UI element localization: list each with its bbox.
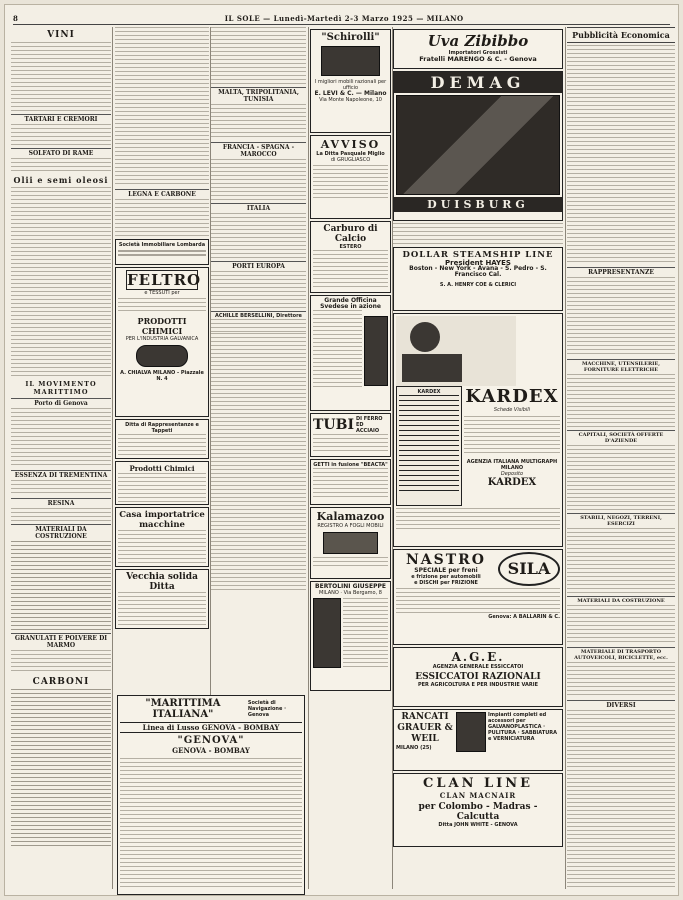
ad-prodotti-chimici-2 [115,461,209,505]
ad-avviso-place: di GRUGLIASCO [330,157,371,163]
text-block [11,158,111,172]
text-block [211,213,306,259]
ad-demag-city: DUISBURG [394,197,562,212]
text-block [11,408,111,468]
ad-dollar-route: Boston - New York - Avana - S. Pedro - S. Francisco Cal. [409,265,547,278]
ad-prodotti-chimici-2-title: Prodotti Chimici [129,464,195,473]
section-solfato: SOLFATO DI RAME [11,148,111,157]
ad-officina-title: Grande Officina Svedese in azione [320,297,381,310]
ad-kardex [393,313,563,547]
ad-immobiliare [115,239,209,265]
ad-uva-subtitle: Importatori Grossisti [448,50,508,56]
ad-marittima-ship: "GENOVA" [177,735,245,746]
kettle-illustration [136,345,188,367]
section-materiali: MATERIALI DA COSTRUZIONE [11,524,111,540]
page-number: 8 [13,14,19,23]
column-rule [308,27,309,889]
ad-bertolini-title: BERTOLINI GIUSEPPE [315,583,386,590]
clerk-illustration [396,316,516,386]
ad-officina-svedese [310,295,391,411]
ad-marittima-italiana [117,695,305,895]
text-block [211,493,306,593]
ad-demag-title: DEMAG [394,72,562,93]
ad-getti-title: GETTI in fusione "BEACTA" [313,462,388,468]
section-legna: LEGNA E CARBONE [115,189,209,198]
page-header [13,13,670,25]
ad-rancati-subtitle: Impianti completi ed accessori per GALVANOPLASTICA · PULITURA · SABBIATURA e VERNICIATURA [488,712,557,742]
desk-illustration [321,46,380,76]
column-market-reports [11,27,111,889]
ad-nastro-title: NASTRO [405,552,487,568]
ad-rancati [393,709,563,771]
section-carboni: CARBONI [32,677,90,687]
ad-kalamazoo-title: Kalamazoo [316,510,385,523]
text-block [211,271,306,311]
column-ads-narrow [310,27,391,889]
ad-casa-importatrice-title: Casa importatrice macchine [119,510,205,530]
section-porti: PORTI EUROPA [211,261,306,270]
text-block [115,27,209,187]
ad-uva-company: Fratelli MARENGO & C. - Genova [419,55,537,63]
section-rappresentanze: RAPPRESENTANZE [567,267,675,276]
gerente-line: ACHILLE BERSELLINI, Direttore [211,311,306,319]
masthead: IL SOLE — Lunedì-Martedì 2-3 Marzo 1925 — MILANO [224,14,464,23]
section-materiale: MATERIALI DA COSTRUZIONE [567,596,675,604]
kardex-card-cabinet [396,386,462,506]
ad-vecchia-ditta-title: Vecchia solida Ditta [126,572,198,592]
ad-demag [393,71,563,221]
ad-age-subtitle: AGENZIA GENERALE ESSICCATOI [432,664,524,670]
ad-avviso-subtitle: La Ditta Pasquale Miglio [316,151,385,157]
text-block [567,528,675,594]
ad-bertolini [310,581,391,691]
section-resina: RESINA [11,498,111,507]
text-block [567,605,675,645]
ad-kardex-subtitle: Schede Visibili [493,407,531,413]
ad-rancati-title: RANCATI GRAUER & WEIL [397,712,453,744]
ad-avviso [310,135,391,219]
ad-clan-agent: Ditta JOHN WHITE - GENOVA [438,822,518,828]
ad-bertolini-address: MILANO · Via Bergamo, 8 [319,590,382,596]
cableway-illustration [313,598,341,668]
ad-tubi [310,413,391,457]
ad-age-tagline: PER AGRICOLTURA E PER INDUSTRIE VARIE [417,682,539,688]
ad-tubi-subtitle: DI FERRO ED ACCIAIO [356,416,383,434]
ad-marittima-subtitle: Società di Navigazione · Genova [247,700,286,718]
text-block [11,508,111,522]
ad-feltro [115,267,209,417]
column-rule [565,27,566,889]
ledger-illustration [323,532,378,554]
ad-prodotti-chimici-subtitle: PER L'INDUSTRIA GALVANICA [125,336,199,342]
text-block [567,45,675,265]
ad-tubi-title: TUBI [313,417,355,433]
ad-clan-ship: CLAN MACNAIR [439,791,517,800]
ad-feltro-subtitle: e TESSUTI per [144,290,180,296]
text-block [211,104,306,140]
ad-age-main: ESSICCATOI RAZIONALI [415,672,541,682]
crane-illustration [396,95,560,195]
ad-schirolli-company: E. LEVI & C. — Milano [314,90,387,97]
machine-illustration [364,316,388,386]
section-malta: MALTA, TRIPOLITANIA, TUNISIA [211,87,306,103]
section-movimento-marittimo: IL MOVIMENTO MARITTIMO [25,380,97,396]
section-tartari: TARTARI E CREMORI [11,114,111,123]
ad-carburo-subtitle: ESTERO [339,244,362,250]
section-trasporto: MATERIALE DI TRASPORTO AUTOVEICOLI, BICICLETTE, ecc. [567,647,675,661]
text-block [11,42,111,112]
ad-kardex-title: KARDEX [465,386,559,407]
ad-prodotti-chimici-title: PRODOTTI CHIMICI [137,316,187,336]
text-block [567,445,675,511]
text-block [211,27,306,85]
column-ads-wide [393,27,563,889]
ad-rancati-city: MILANO (25) [396,745,432,751]
text-block [567,662,675,698]
section-porto-genova: Porto di Genova [11,398,111,407]
text-block [11,187,111,377]
section-italia: ITALIA [211,203,306,212]
text-block [211,159,306,201]
kardex-cabinet-label: KARDEX [417,389,441,395]
section-diversi: DIVERSI [567,700,675,709]
ad-nastro-subtitle: SPECIALE per freni [414,567,478,574]
section-stabili: STABILI, NEGOZI, TERRENI, ESERCIZI [567,513,675,527]
ad-dollar-ship: President HAYES [445,259,511,267]
ad-dollar-agent: S. A. HENRY COE & CLERICI [439,282,517,288]
ad-casa-importatrice [115,507,209,567]
ad-clan-line [393,773,563,847]
ad-marittima-route: GENOVA - BOMBAY [172,746,250,755]
ad-dollar-steamship [393,247,563,311]
ad-carburo-title: Carburo di Calcio [323,224,378,244]
section-francia: FRANCIA - SPAGNA - MAROCCO [211,142,306,158]
price-table [11,541,111,631]
ad-nastro-line3: e DISCHI per FRIZIONE [414,580,478,586]
ad-tappeti [115,419,209,459]
ad-immobiliare-title: Società Immobiliare Lombarda [118,242,206,248]
section-vini: VINI [47,30,75,40]
section-olii: Olii e semi oleosi [13,175,109,185]
ad-schirolli-address: Via Monte Napoleone, 10 [319,97,382,103]
ad-uva-zibibbo [393,29,563,69]
ad-sila-logo: SILA [498,552,560,586]
ad-schirolli-title: "Schirolli" [321,32,380,43]
ad-avviso-title: AVVISO [320,138,381,151]
section-macchine: MACCHINE, UTENSILERIE, FORNITURE ELETTRICHE [567,359,675,373]
text-block [567,710,675,889]
ad-age-title: A.G.E. [451,650,505,664]
ad-marittima-linea: Linea di Lusso GENOVA - BOMBAY [120,722,302,733]
ad-tappeti-title: Ditta di Rappresentanze e Tappeti [125,422,199,434]
machine-illustration [456,712,486,752]
price-table [11,689,111,849]
text-block [11,650,111,674]
ad-getti [310,459,391,505]
ad-clan-route: per Colombo - Madras - Calcutta [418,802,538,822]
classifieds-title: Pubblicità Economica [567,27,675,43]
text-block [11,480,111,496]
ad-sila-company: Genova: A BALLARIN & C. [488,614,560,620]
text-block [115,199,209,237]
ad-carburo [310,221,391,293]
ad-clan-title: CLAN LINE [423,776,533,791]
text-block [567,277,675,357]
text-block [567,374,675,428]
section-granulati: GRANULATI E POLVERE DI MARMO [11,633,111,649]
ad-kalamazoo [310,507,391,579]
ad-feltro-title: FELTRO [127,271,202,289]
ad-kardex-brand2: KARDEX [487,477,537,488]
newspaper-page [4,4,679,896]
ad-uva-title: Uva Zibibbo [427,32,529,50]
ad-chialva-company: A. CHIALVA MILANO - Piazzale N. 4 [120,370,204,382]
ad-marittima-title: "MARITTIMA ITALIANA" [145,698,221,720]
section-capitali: CAPITALI, SOCIETÀ OFFERTE D'AZIENDE [567,430,675,444]
ad-dollar-title: DOLLAR STEAMSHIP LINE [402,250,554,260]
text-block [211,333,306,493]
section-essenza: ESSENZA DI TREMENTINA [11,470,111,479]
ad-kalamazoo-subtitle: REGISTRO A FOGLI MOBILI [317,523,384,529]
text-block [11,124,111,146]
ad-kardex-company: AGENZIA ITALIANA MULTIGRAPH [466,459,558,465]
ad-kardex-depot: Deposito [500,471,524,477]
ad-schirolli [310,29,391,133]
column-rule [112,27,113,889]
ad-nastro-line2: e frizione per automobili [411,574,481,580]
ad-kardex-city: MILANO [500,465,524,471]
ad-age [393,647,563,707]
ad-vecchia-ditta [115,569,209,629]
column-classifieds [567,27,675,889]
ad-nastro-sila [393,549,563,645]
ad-schirolli-subtitle: I migliori mobili razionali per ufficio [314,79,387,91]
